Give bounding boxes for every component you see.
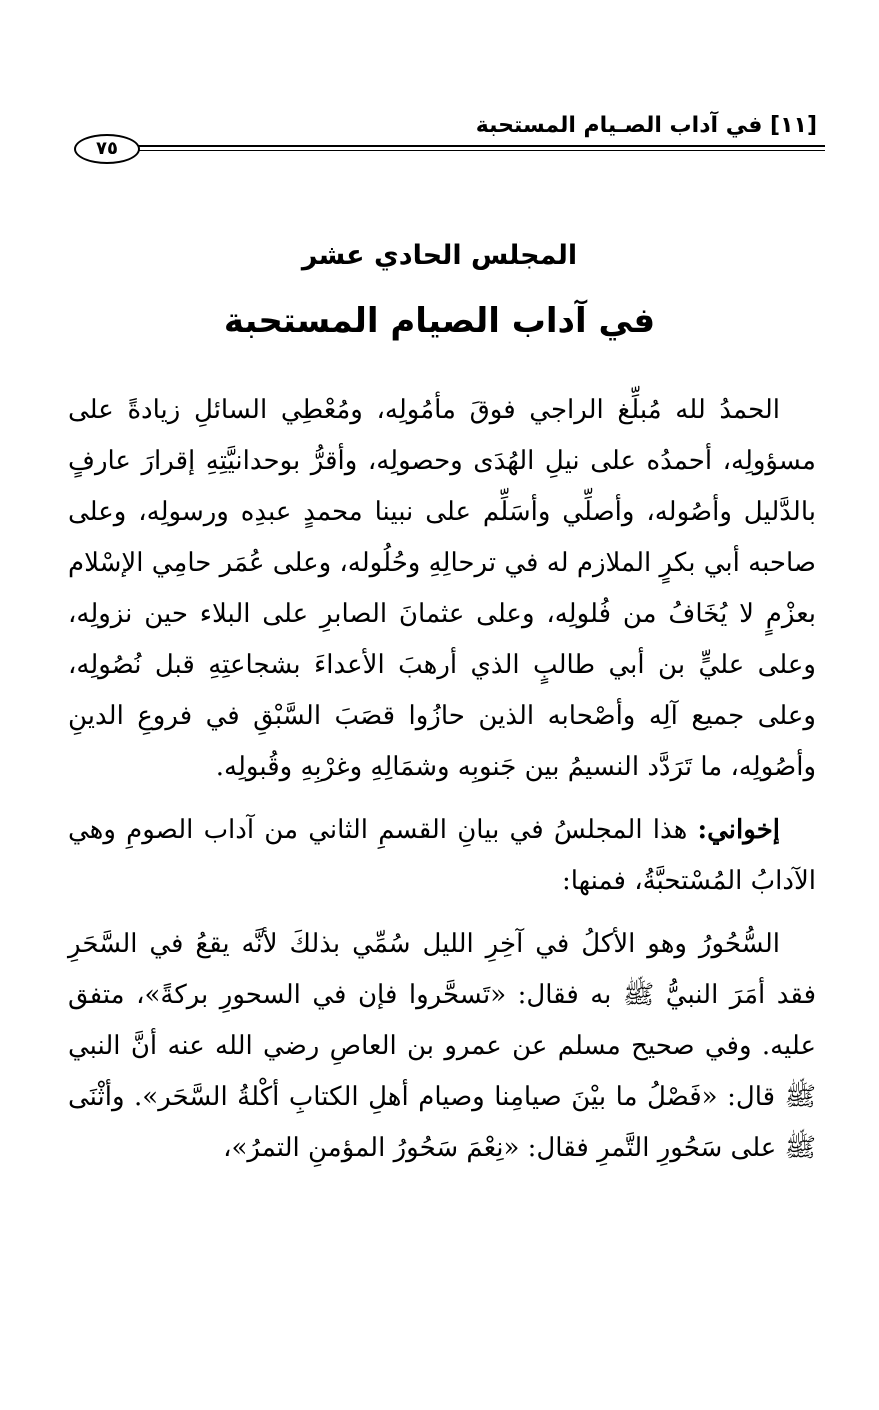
body-text <box>68 385 816 1186</box>
running-header <box>70 112 825 158</box>
paragraph-3-text: السُّحُورُ وهو الأكلُ في آخِرِ الليل سُمِّي بذلكَ لأنَّه يقعُ في السَّحَرِ فقد أمَرَ النبيُّ ﷺ به فقال: «تَسحَّروا فإن في السحورِ بركةً»، متفق عليه. وفي صحيح مسلم عن عمرو بن العاصِ رضي الله عنه أنَّ النبي ﷺ قال: «فَصْلُ ما بيْنَ صيامِنا وصيام أهلِ الكتابِ أكْلةُ السَّحَر». وأثْنَى ﷺ على سَحُورِ التَّمرِ فقال: «نِعْمَ سَحُورُ المؤمنِ التمرُ»، <box>68 929 816 1163</box>
running-title: [١١] في آداب الصـيام المستحبة <box>475 113 817 138</box>
paragraph-2-lead: إخواني: <box>697 815 780 845</box>
paragraph-1 <box>68 385 816 793</box>
paragraph-1-text: الحمدُ لله مُبلِّغ الراجي فوقَ مأمُولِه، ومُعْطِي السائلِ زيادةً على مسؤولِه، أحمدُه على نيلِ الهُدَى وحصولِه، وأقرُّ بوحدانيَّتِهِ إقرارَ عارفٍ بالدَّليل وأصُوله، وأصلِّي وأسَلِّم على نبينا محمدٍ عبدِه ورسولِه، وعلى صاحبه أبي بكرٍ الملازم له في ترحالِهِ وحُلُوله، وعلى عُمَر حامِي الإسْلام بعزْمٍ لا يُخَافُ من فُلولِه، وعلى عثمانَ الصابرِ على البلاء حين نزولِه، وعلى عليٍّ بن أبي طالبٍ الذي أرهبَ الأعداءَ بشجاعتِهِ قبل نُصُولِه، وعلى جميع آلِه وأصْحابه الذين حازُوا قصَبَ السَّبْقِ في فروعِ الدينِ وأصُولِه، ما تَرَدَّد النسيمُ بين جَنوبِه وشمَالِهِ وغرْبِهِ وقُبولِه. <box>68 395 816 782</box>
header-rule-thin <box>130 150 825 151</box>
page-number: ٧٥ <box>74 134 140 164</box>
header-rule <box>130 145 825 147</box>
chapter-title: في آداب الصيام المستحبة <box>223 301 656 341</box>
paragraph-3 <box>68 919 816 1174</box>
session-title: المجلس الحادي عشر <box>301 240 578 271</box>
paragraph-2-text: هذا المجلسُ في بيانِ القسمِ الثاني من آداب الصومِ وهي الآدابُ المُسْتحبَّةُ، فمنها: <box>68 815 816 896</box>
paragraph-2 <box>68 805 816 907</box>
